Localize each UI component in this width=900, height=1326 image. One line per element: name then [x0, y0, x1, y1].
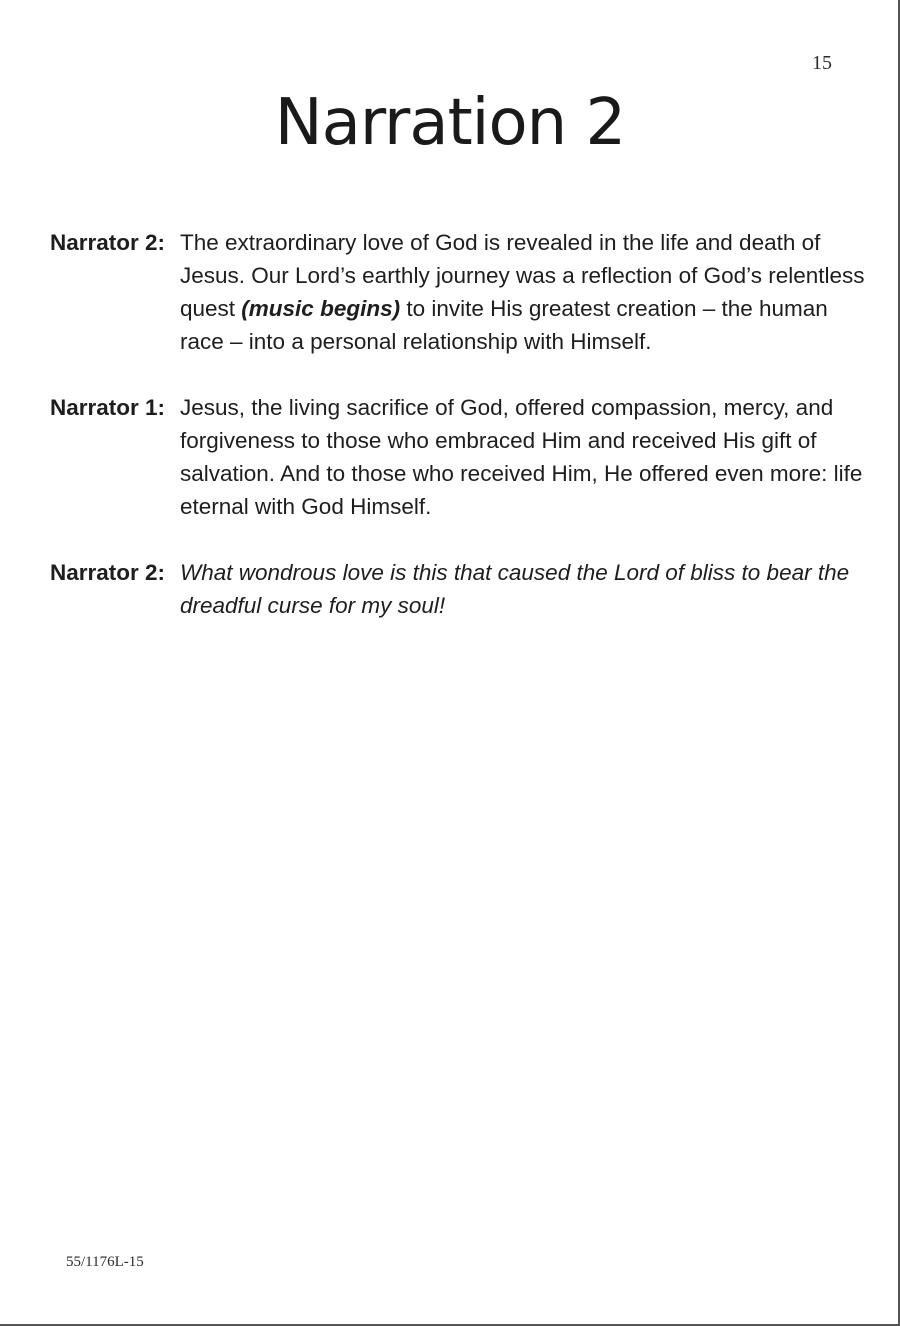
- speaker-label: Narrator 2:: [50, 230, 166, 255]
- catalog-code: 55/1176L-15: [66, 1254, 144, 1270]
- page-number: 15: [812, 52, 832, 74]
- dialogue-line: Jesus, the living sacrifice of God, offered compassion, mercy, and forgiveness to those who embraced Him and received His gift of salvation. And to those who received Him, He offered even more: life eternal with God Himself.: [180, 395, 863, 519]
- speaker-label: Narrator 1:: [50, 395, 166, 420]
- page-title: Narration 2: [274, 86, 626, 160]
- line-text: The extraordinary love of God is revealed in the life and death of Jesus. Our Lord’s earthly journey was a reflection of God’s relentless quest: [180, 230, 865, 321]
- speaker-label: Narrator 2:: [50, 560, 166, 585]
- dialogue-line-italic: What wondrous love is this that caused the Lord of bliss to bear the dreadful curse for my soul!: [180, 560, 850, 618]
- dialogue-line: [180, 226, 870, 358]
- dialogue-entry: [50, 226, 870, 358]
- line-text: to invite His greatest creation – the human race – into a personal relationship with Himself.: [180, 296, 828, 354]
- dialogue-entry: [50, 556, 870, 622]
- script-dialogue: [50, 226, 870, 655]
- stage-direction: (music begins): [241, 296, 401, 321]
- dialogue-entry: [50, 391, 870, 523]
